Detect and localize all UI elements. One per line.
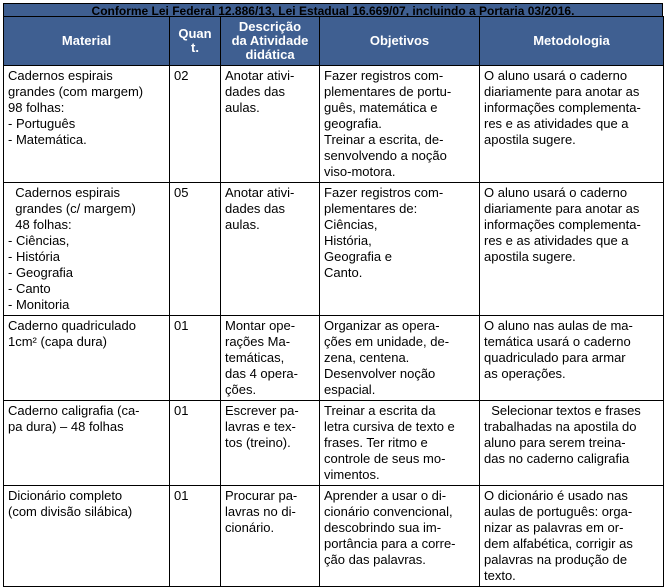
header-descricao: Descrição da Atividade didática: [221, 17, 320, 66]
cell-descricao: Procurar pa- lavras no di- cionário.: [221, 486, 320, 587]
cell-descricao: Anotar ativi- dades das aulas.: [221, 183, 320, 316]
cell-quant: 01: [170, 401, 221, 486]
cell-quant: 05: [170, 183, 221, 316]
cell-objetivos: Aprender a usar o di- cionário convencional, descobrindo sua im- portância para a corre- ção das palavras.: [320, 486, 480, 587]
cell-quant: 02: [170, 66, 221, 183]
header-quant: Quan t.: [170, 17, 221, 66]
table-row: [4, 486, 664, 587]
table-row: [4, 401, 664, 486]
cell-descricao: Anotar ativi- dades das aulas.: [221, 66, 320, 183]
header-metodologia: Metodologia: [480, 17, 664, 66]
cell-material: Caderno quadriculado 1cm² (capa dura): [4, 316, 170, 401]
cell-metodologia: O aluno nas aulas de ma- temática usará o caderno quadriculado para armar as operações.: [480, 316, 664, 401]
cell-material: Cadernos espirais grandes (c/ margem) 48 folhas: - Ciências, - História - Geografia - Canto - Monitoria: [4, 183, 170, 316]
cell-metodologia: O aluno usará o caderno diariamente para anotar as informações complementa- res e as atividades que a apostila sugere.: [480, 183, 664, 316]
cell-material: Dicionário completo (com divisão silábica): [4, 486, 170, 587]
cell-descricao: Montar ope- rações Ma- temáticas, das 4 opera- ções.: [221, 316, 320, 401]
cell-metodologia: O aluno usará o caderno diariamente para anotar as informações complementa- res e as atividades que a apostila sugere.: [480, 66, 664, 183]
header-row: [4, 17, 664, 66]
cell-material: Caderno caligrafia (ca- pa dura) – 48 folhas: [4, 401, 170, 486]
cell-objetivos: Treinar a escrita da letra cursiva de texto e frases. Ter ritmo e controle de seus mo- vimentos.: [320, 401, 480, 486]
cell-metodologia: O dicionário é usado nas aulas de português: orga- nizar as palavras em or- dem alfabética, corrigir as palavras na produção de texto.: [480, 486, 664, 587]
cell-objetivos: Fazer registros com- plementares de: Ciências, História, Geografia e Canto.: [320, 183, 480, 316]
materials-table: [3, 16, 664, 587]
cell-material: Cadernos espirais grandes (com margem) 98 folhas: - Português - Matemática.: [4, 66, 170, 183]
cell-objetivos: Fazer registros com- plementares de portu- guês, matemática e geografia. Treinar a escrita, de- senvolvendo a noção viso-motora.: [320, 66, 480, 183]
header-objetivos: Objetivos: [320, 17, 480, 66]
cell-metodologia: Selecionar textos e frases trabalhadas na apostila do aluno para serem treina- das no caderno caligrafia: [480, 401, 664, 486]
table-row: [4, 316, 664, 401]
table-row: [4, 66, 664, 183]
table-title: Conforme Lei Federal 12.886/13, Lei Estadual 16.669/07, incluindo a Portaria 03/2016.: [3, 3, 663, 17]
cell-quant: 01: [170, 486, 221, 587]
header-material: Material: [4, 17, 170, 66]
cell-objetivos: Organizar as opera- ções em unidade, de- zena, centena. Desenvolver noção espacial.: [320, 316, 480, 401]
table-row: [4, 183, 664, 316]
cell-quant: 01: [170, 316, 221, 401]
cell-descricao: Escrever pa- lavras e tex- tos (treino).: [221, 401, 320, 486]
